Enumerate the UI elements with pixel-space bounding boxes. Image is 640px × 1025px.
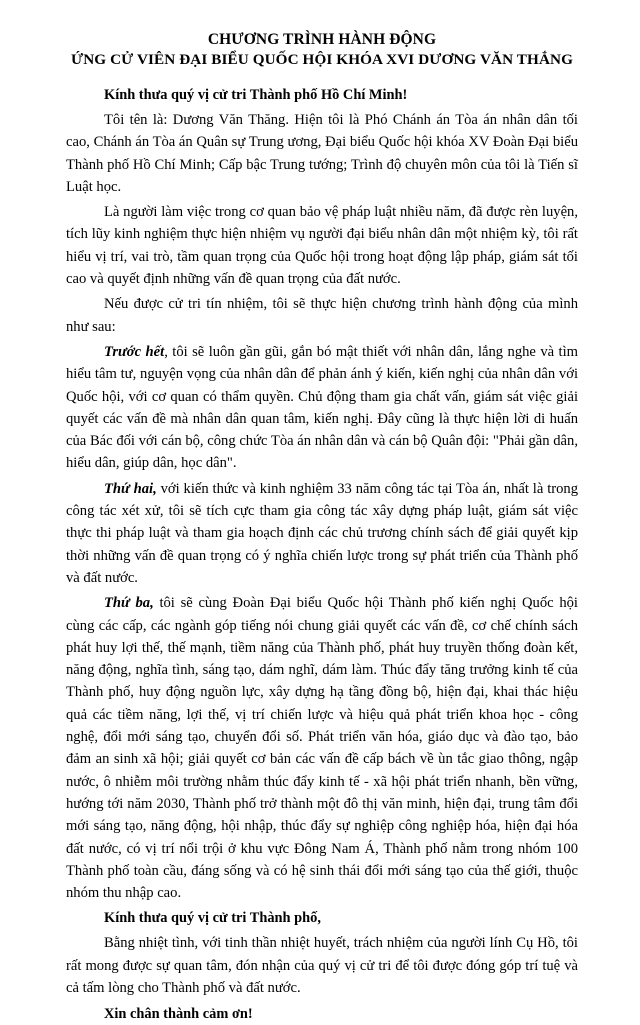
salutation: Kính thưa quý vị cử tri Thành phố Hồ Chí Minh! bbox=[104, 87, 408, 103]
point-2-lead: Thứ hai, bbox=[104, 480, 157, 497]
title-line-2: ỨNG CỬ VIÊN ĐẠI BIỂU QUỐC HỘI KHÓA XVI DƯƠNG VĂN THẮNG bbox=[71, 51, 573, 68]
paragraph-closing: Bằng nhiệt tình, với tinh thần nhiệt huyết, trách nhiệm của người lính Cụ Hồ, tôi rất mong được sự quan tâm, đón nhận của quý vị cử tri để tôi được đóng góp trí tuệ và cả tấm lòng cho Thành phố và đất nước. bbox=[66, 935, 578, 996]
paragraph-point-2 bbox=[66, 478, 578, 589]
closing-salutation: Kính thưa quý vị cử tri Thành phố, bbox=[104, 910, 321, 927]
point-3-text: tôi sẽ cùng Đoàn Đại biểu Quốc hội Thành phố kiến nghị Quốc hội cùng các cấp, các ngành góp tiếng nói chung giải quyết các vấn đề, cơ chế chính sách phát huy lợi thế, thế mạnh, tiềm năng của Thành phố, phát huy truyền thống đoàn kết, năng động, nghĩa tình, sáng tạo, dám nghĩ, dám làm. Thúc đẩy tăng trưởng kinh tế của Thành phố, huy động nguồn lực, xây dựng hạ tầng đồng bộ, hiện đại, khai thác hiệu quả các tiềm năng, lợi thế, vị trí chiến lược và hiệu quả phát triển khoa học - công nghệ, đổi mới sáng tạo, chuyển đổi số. Phát triển văn hóa, giáo dục và đào tạo, bảo đảm an sinh xã hội; giải quyết cơ bản các vấn đề cấp bách về ùn tắc giao thông, ngập nước, ô nhiễm môi trường nhằm thúc đẩy kinh tế - xã hội phát triển nhanh, bền vững, hướng tới năm 2030, Thành phố trở thành một đô thị văn minh, hiện đại, trung tâm đổi mới sáng tạo, năng động, hội nhập, thúc đẩy sự nghiệp công nghiệp hóa, hiện đại hóa đất nước, có vị trí nổi trội ở khu vực Đông Nam Á, Thành phố nằm trong nhóm 100 Thành phố toàn cầu, đáng sống và có hệ sinh thái đổi mới sáng tạo của thế giới, thuộc nhóm thu nhập cao. bbox=[66, 595, 578, 902]
page-title bbox=[66, 30, 578, 70]
title-line-1: CHƯƠNG TRÌNH HÀNH ĐỘNG bbox=[207, 31, 437, 48]
paragraph-experience: Là người làm việc trong cơ quan bảo vệ pháp luật nhiều năm, đã được rèn luyện, tích lũy kinh nghiệm thực hiện nhiệm vụ người đại biểu nhân dân một nhiệm kỳ, tôi rất hiểu vị trí, vai trò, tầm quan trọng của Quốc hội trong hoạt động lập pháp, giám sát tối cao và quyết định những vấn đề quan trọng của đất nước. bbox=[66, 204, 578, 288]
point-3-lead: Thứ ba, bbox=[104, 595, 154, 612]
paragraph-point-3 bbox=[66, 592, 578, 904]
thanks-line: Xin chân thành cảm ơn! bbox=[104, 1006, 253, 1023]
paragraph-introduction: Tôi tên là: Dương Văn Thăng. Hiện tôi là Phó Chánh án Tòa án nhân dân tối cao, Chánh án Tòa án Quân sự Trung ương, Đại biểu Quốc hội khóa XV Đoàn Đại biểu Thành phố Hồ Chí Minh; Cấp bậc Trung tướng; Trình độ chuyên môn của tôi là Tiến sĩ Luật học. bbox=[66, 112, 578, 195]
point-2-text: với kiến thức và kinh nghiệm 33 năm công tác tại Tòa án, nhất là trong công tác xét xử, tôi sẽ tích cực tham gia công tác xây dựng pháp luật, giám sát việc thực thi pháp luật và tham gia hoạch định các chủ trương chính sách để giải quyết kịp thời những vấn đề quan trọng có ý nghĩa chiến lược trong sự phát triển của Thành phố và đất nước. bbox=[66, 480, 579, 586]
paragraph-pledge-intro: Nếu được cử tri tín nhiệm, tôi sẽ thực hiện chương trình hành động của mình như sau: bbox=[66, 296, 578, 335]
point-1-lead: Trước hết bbox=[104, 343, 165, 360]
paragraph-point-1 bbox=[66, 341, 578, 475]
point-1-text: , tôi sẽ luôn gần gũi, gắn bó mật thiết với nhân dân, lắng nghe và tìm hiểu tâm tư, nguyện vọng của nhân dân để phản ánh ý kiến, kiến nghị của nhân dân với Quốc hội, với cơ quan có thẩm quyền. Chủ động tham gia chất vấn, giám sát việc giải quyết các vấn đề mà nhân dân quan tâm, kiến nghị. Đây cũng là thực hiện lời di huấn của Bác đối với cán bộ, công chức Tòa án nhân dân và cán bộ Quân đội: "Phải gần dân, hiểu dân, giúp dân, học dân". bbox=[66, 343, 578, 472]
